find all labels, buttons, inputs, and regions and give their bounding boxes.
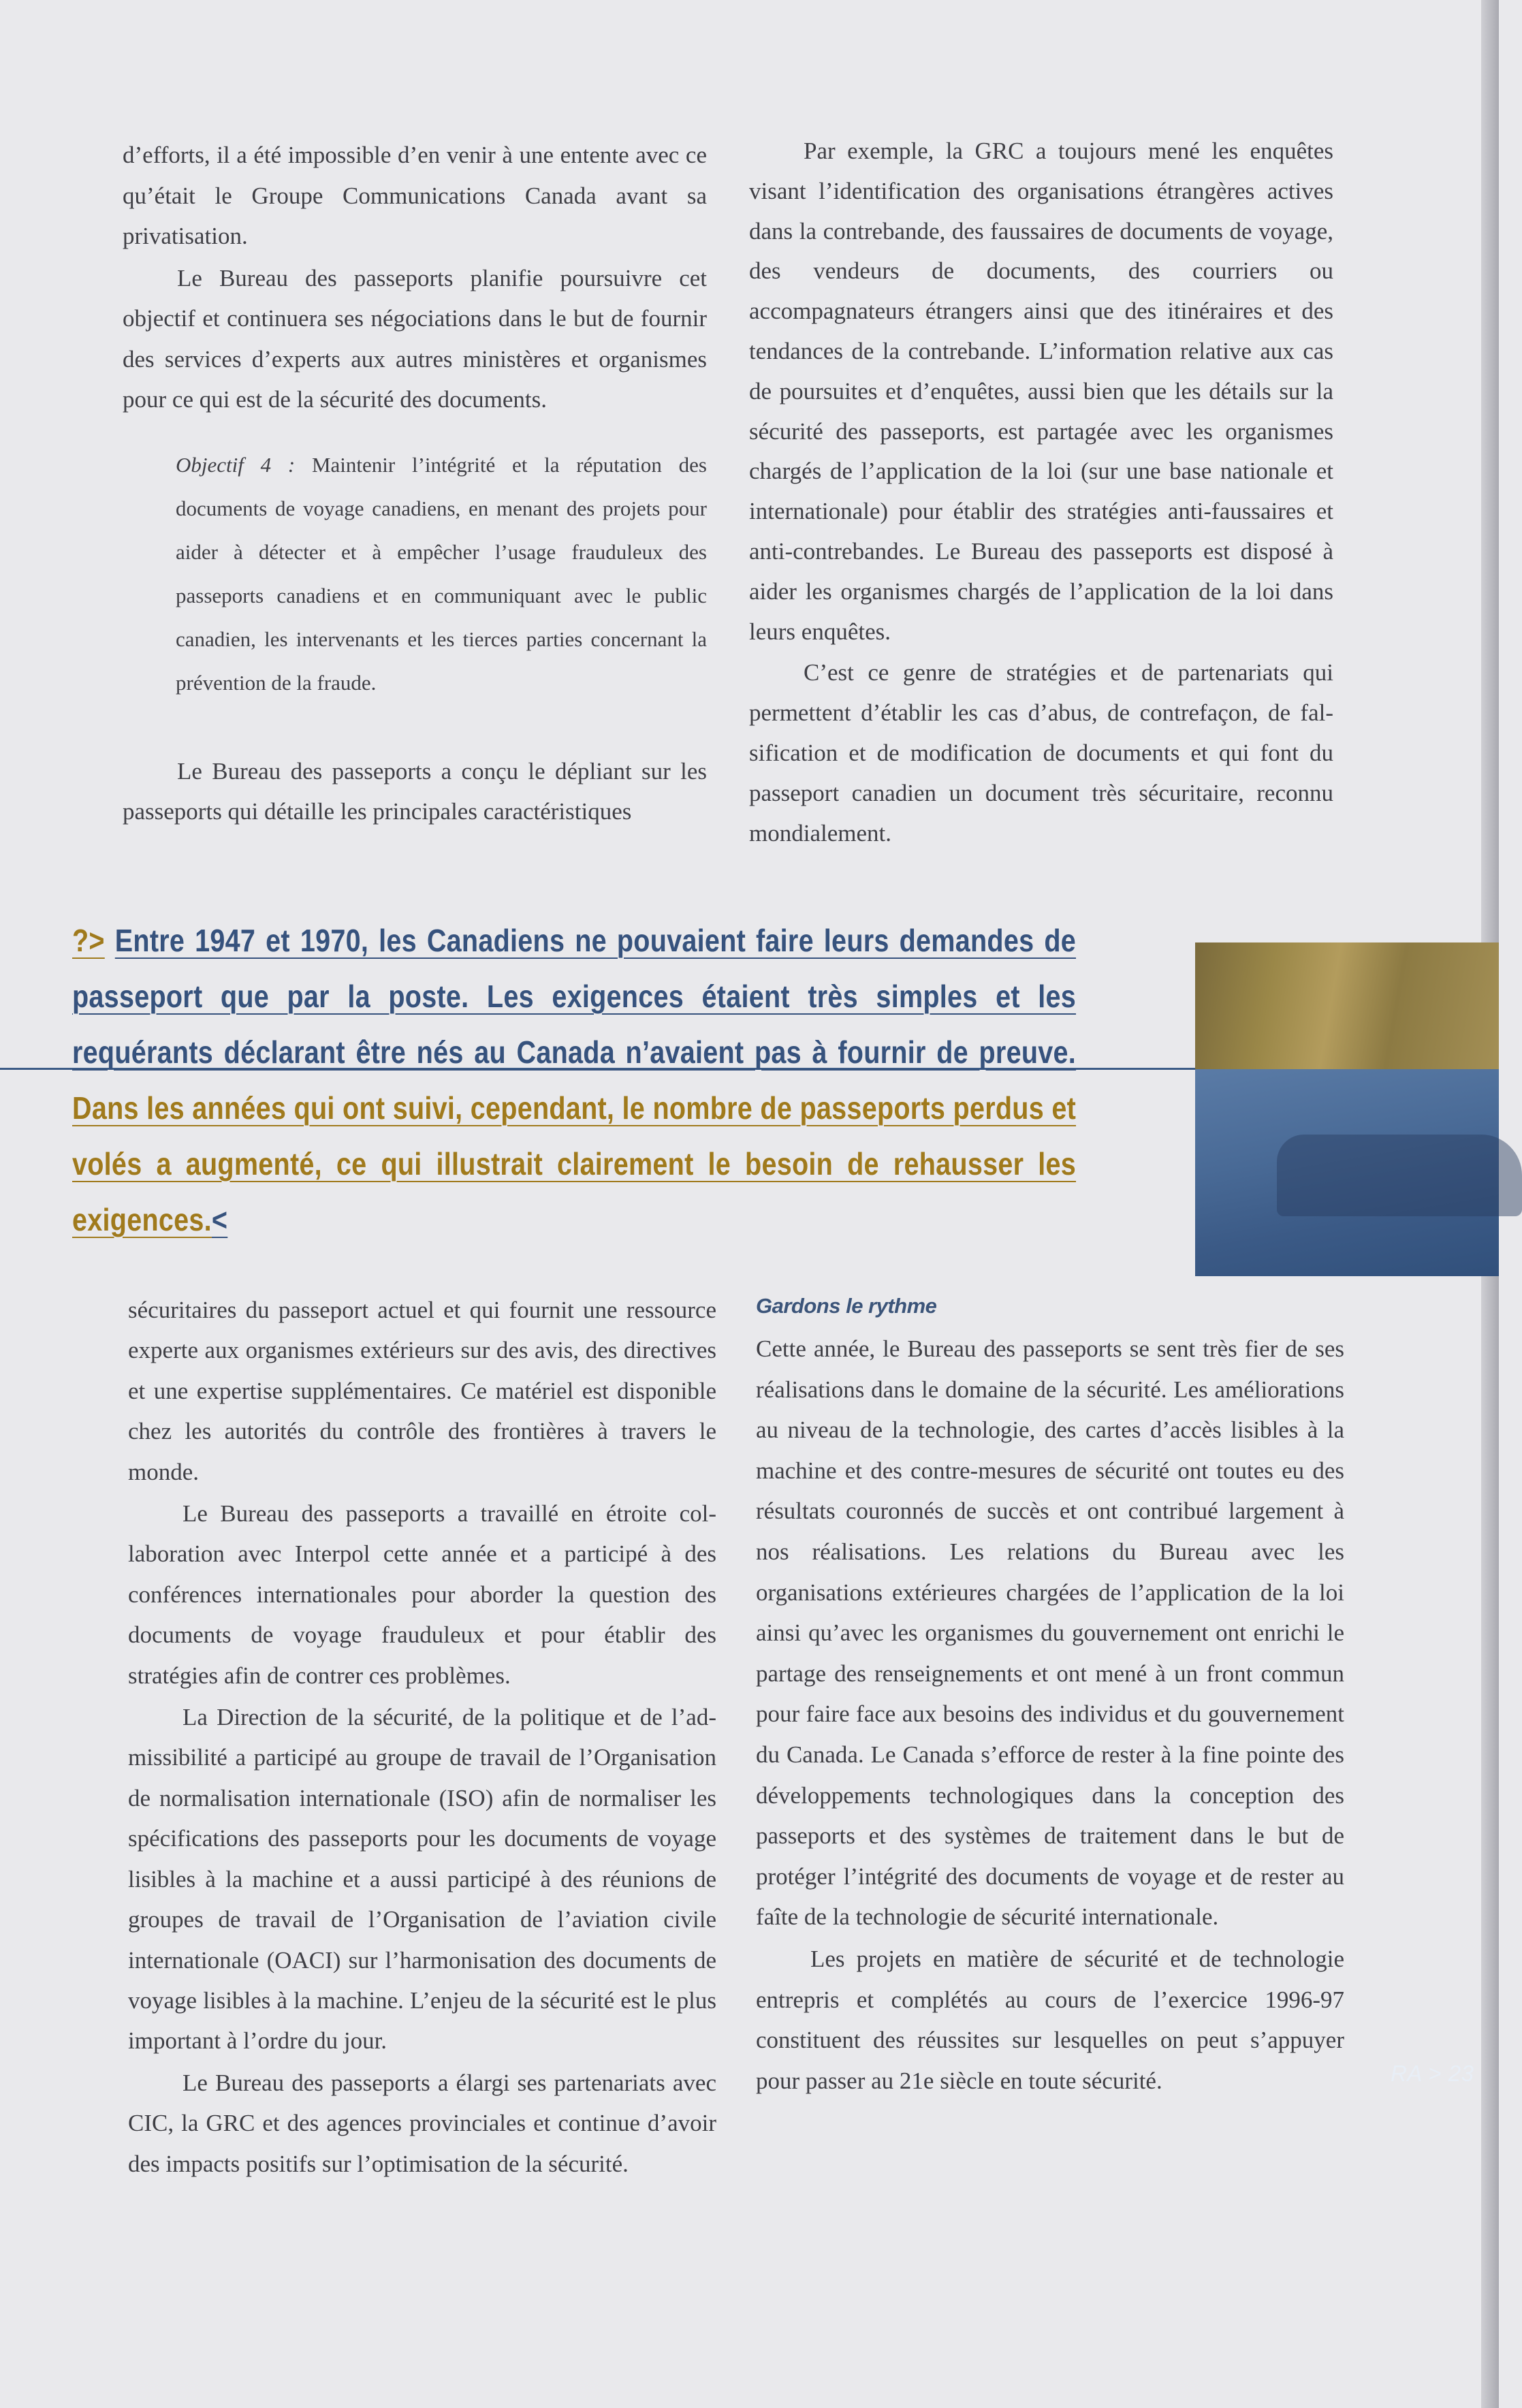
- car-silhouette: [1277, 1135, 1522, 1216]
- paragraph: Par exemple, la GRC a toujours mené les enquêtes visant l’identification des organisations étrangères actives dans la contrebande, des faussaires de documents de voyage, des vendeurs de documents, des courriers ou accompagnateurs étrangers ainsi que des itinéraires et des tendances de la contrebande. L’information relative aux cas de poursuites et d’enquêtes, aussi bien que les détails sur la sécurité des passeports, est partagée avec les organismes chargés de l’application de la loi (sur une base nationale et internationale) pour établir des stratégies anti-faussaires et anti-contrebandes. Le Bureau des passeports est disposé à aider les organismes chargés de l’application de la loi dans leurs enquêtes.: [749, 138, 1333, 645]
- paragraph: Le Bureau des passeports a élargi ses partenariats avec CIC, la GRC et des agences provinciales et continue d’avoir des impacts positifs sur l’optimisation de la sécurité.: [128, 2069, 716, 2177]
- top-right-column: [749, 131, 1333, 853]
- paragraph: C’est ce genre de stratégies et de partenariats qui permettent d’établir les cas d’abus, de contrefaçon, de falsification et de modification de documents et qui font du passeport canadien un document très sécuritaire, reconnu mondialement.: [749, 659, 1333, 846]
- paragraph: Le Bureau des passeports a conçu le dépliant sur les passeports qui détaille les principales caractéristiques: [123, 757, 707, 825]
- paragraph: La Direction de la sécurité, de la politique et de l’admissibilité a participé au groupe de travail de l’Organisation de normalisation internationale (ISO) afin de normaliser les spécifications des passeports pour les documents de voyage lisibles à la machine et a aussi participé à des réunions de groupes de travail de l’Organisation de l’aviation civile internationale (OACI) sur l’harmonisation des documents de voyage lisibles à la machine. L’enjeu de la sécurité est le plus important à l’ordre du jour.: [128, 1704, 716, 2055]
- objective-text: Maintenir l’intégrité et la réputation des documents de voyage canadiens, en menant des projets pour aider à détecter et à empêcher l’usage frauduleux des passeports canadiens et en communiquant avec le public canadien, les intervenants et les tierces parties concernant la prévention de la fraude.: [176, 452, 707, 695]
- top-left-column: [123, 135, 707, 832]
- bottom-left-column: [128, 1290, 716, 2184]
- pull-quote-prefix: ?>: [72, 923, 105, 958]
- paragraph: Le Bureau des passeports a travaillé en étroite collaboration avec Interpol cette année et a participé à des conférences internationales pour aborder la question des documents de voyage frauduleux et pour établir des stratégies afin de contrer ces problèmes.: [128, 1500, 716, 1689]
- pull-quote-part1: Entre 1947 et 1970, les Canadiens ne pouvaient faire leurs demandes de passeport que par la poste. Les exigences étaient très simples et les requérants déclarant être nés au Canada n’avaient pas à fournir de preuve.: [72, 923, 1077, 1070]
- bottom-right-column: [756, 1289, 1344, 2101]
- paragraph: Les projets en matière de sécurité et de technologie entrepris et complétés au cours de l’exercice 1996-97 constituent des réussites sur lesquelles on peut s’appuyer pour passer au 21e siècle en toute sécurité.: [756, 1945, 1344, 2094]
- pull-quote-suffix: <: [211, 1202, 228, 1237]
- page-number-label: RA > 23: [1391, 2061, 1474, 2086]
- objective-block: [176, 443, 707, 705]
- photo-upper-band: [1195, 942, 1499, 1069]
- car-photo: [1195, 942, 1499, 2086]
- paragraph: d’efforts, il a été impossible d’en venir à une entente avec ce qu’était le Groupe Communications Canada avant sa privatisation.: [123, 142, 707, 249]
- paragraph: sécuritaires du passeport actuel et qui fournit une ressource experte aux organismes extérieurs sur des avis, des directives et une expertise supplémentaires. Ce matériel est disponible chez les autorités du contrôle des frontières à travers le monde.: [128, 1297, 716, 1485]
- paragraph: Le Bureau des passeports planifie poursuivre cet objectif et continuera ses négociations dans le but de fournir des services d’experts aux autres ministères et organismes pour ce qui est de la sécurité des documents.: [123, 264, 707, 413]
- photo-lower-band: [1195, 1069, 1499, 1276]
- paragraph: Cette année, le Bureau des passeports se sent très fier de ses réalisations dans le domaine de la sécurité. Les améliorations au niveau de la technologie, des cartes d’accès lisibles à la machine et des contre-mesures de sécurité ont toutes eu des résultats couronnés de succès et ont contribué largement à nos réalisations. Les relations du Bureau avec les organisations extérieures chargées de l’application de la loi ainsi qu’avec les organismes du gouvernement ont enrichi le partage des renseignements et ont mené à un front commun pour faire face aux besoins des individus et du gouvernement du Canada. Le Canada s’efforce de rester à la fine pointe des développements technologiques dans la conception des passeports et des systèmes de traitement dans le but de protéger l’intégrité des documents de voyage et de rester au faîte de la technologie de sécurité internationale.: [756, 1335, 1344, 1931]
- pull-quote-part2: Dans les années qui ont suivi, cependant, le nombre de passeports perdus et volés a augmenté, ce qui illustrait clairement le besoin de rehausser les exigences.: [72, 1090, 1077, 1237]
- section-heading: Gardons le rythme: [756, 1294, 937, 1318]
- objective-label: Objectif 4 :: [176, 452, 296, 477]
- pull-quote: [72, 913, 1076, 1248]
